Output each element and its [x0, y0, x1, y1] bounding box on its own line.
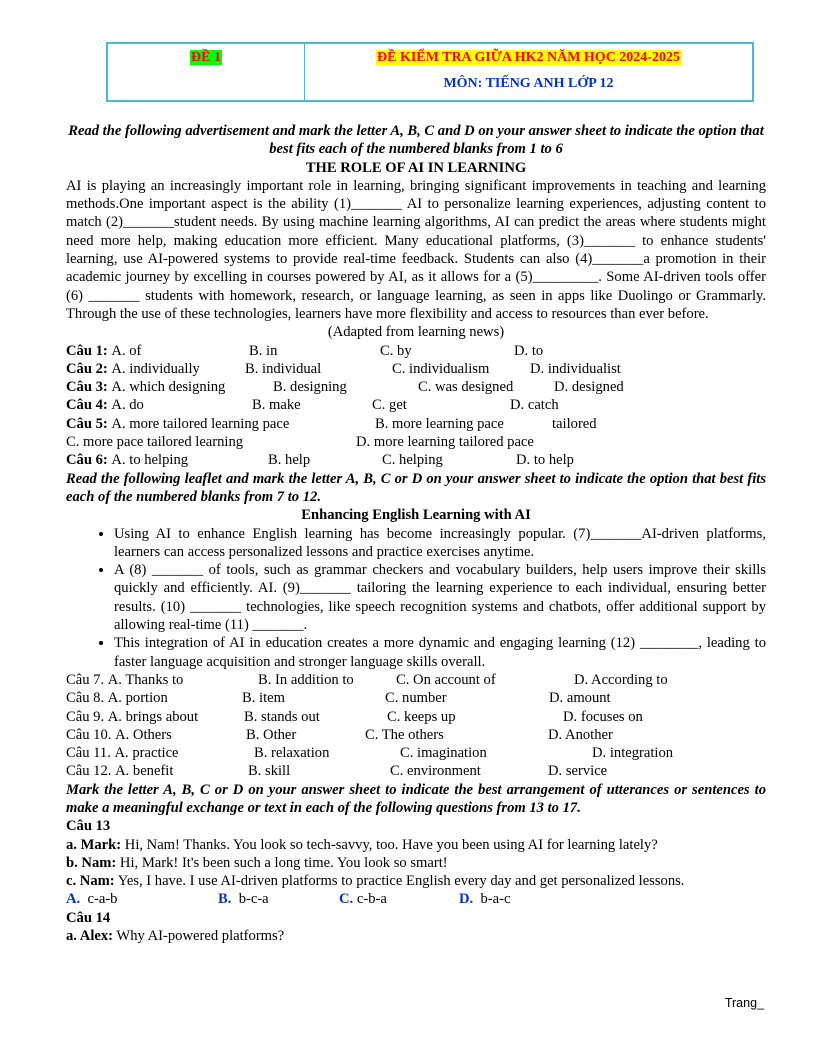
option-c: C. more pace tailored learning	[66, 434, 244, 451]
option-text: b-a-c	[480, 891, 511, 908]
question-label: Câu 10.	[66, 726, 112, 743]
option-b: B. make	[252, 397, 301, 414]
speaker: a. Alex:	[66, 928, 114, 945]
dialogue-line	[66, 927, 766, 945]
option-c: C. number	[385, 690, 447, 707]
section1-instruction: Read the following advertisement and mark the letter A, B, C and D on your answer sheet to indicate the option that best fits each of the numbered blanks from 1 to 6	[68, 123, 764, 158]
question-row	[66, 378, 766, 396]
option-a: A. to helping	[111, 452, 189, 469]
option-b: B. designing	[273, 379, 347, 396]
question-label: Câu 5:	[66, 415, 108, 432]
option-text: b-c-a	[238, 891, 269, 908]
option-b: B. skill	[248, 763, 291, 780]
exam-code-cell	[108, 44, 305, 100]
option-a: A. Thanks to	[107, 671, 184, 688]
dialogue-line	[66, 854, 766, 872]
option-c: C. by	[380, 342, 412, 359]
option-c: C. On account of	[396, 671, 496, 688]
exam-content	[66, 122, 766, 945]
section2-instruction: Read the following leaflet and mark the letter A, B, C or D on your answer sheet to indicate the option that best fits each of the numbered blanks from 7 to 12.	[66, 470, 766, 505]
exam-subject: MÔN: TIẾNG ANH LỚP 12	[443, 76, 614, 91]
question-label: Câu 3:	[66, 379, 108, 396]
section2-title: Enhancing English Learning with AI	[301, 507, 531, 524]
speaker: a. Mark:	[66, 836, 122, 853]
utterance: Hi, Mark! It's been such a long time. You look so smart!	[116, 854, 448, 871]
option-b: B. in	[249, 342, 278, 359]
section1-title: THE ROLE OF AI IN LEARNING	[305, 159, 527, 176]
option-a: A. practice	[114, 745, 179, 762]
dialogue-line	[66, 872, 766, 890]
question-label: Câu 8.	[66, 690, 105, 707]
option-b: B. individual	[245, 360, 322, 377]
option-c: C. was designed	[418, 379, 514, 396]
option-b: B. item	[242, 690, 285, 707]
option-d: D. designed	[554, 379, 624, 396]
utterance: Yes, I have. I use AI-driven platforms to practice English every day and get personalized lessons.	[114, 873, 685, 890]
option-a: A. individually	[111, 360, 200, 377]
question-label: Câu 4:	[66, 397, 108, 414]
option-c: C. keeps up	[387, 708, 456, 725]
option-d: D. integration	[592, 745, 674, 762]
question-row	[66, 726, 766, 744]
option-a: A. brings about	[107, 708, 199, 725]
option-c: C. individualism	[392, 360, 490, 377]
option-b-continued: tailored	[552, 415, 597, 432]
option-c: C. environment	[390, 763, 481, 780]
option-d: D. to	[514, 342, 544, 359]
option-b: B. stands out	[244, 708, 320, 725]
option-b: B. relaxation	[254, 745, 330, 762]
question-row	[66, 451, 766, 469]
question-label: Câu 2:	[66, 360, 108, 377]
utterance: Hi, Nam! Thanks. You look so tech-savvy, too. Have you been using AI for learning lately?	[121, 836, 658, 853]
question-row	[66, 396, 766, 414]
leaflet-bullets	[66, 525, 766, 671]
question-label: Câu 13	[66, 818, 111, 835]
exam-title-cell	[305, 44, 752, 100]
question-row	[66, 342, 766, 360]
bullet-item: • Using AI to enhance English learning has become increasingly popular. (7)_______AI-driven platforms, learners can access personalized lessons and practice exercises anytime.	[114, 525, 766, 562]
option-d: D. According to	[574, 671, 668, 688]
exam-code: ĐỀ 1	[191, 50, 221, 65]
question-label: Câu 6:	[66, 452, 108, 469]
option-d: D. focuses on	[563, 708, 643, 725]
dialogue-line	[66, 836, 766, 854]
page-number-label: Trang_	[724, 996, 764, 1010]
section1-passage: AI is playing an increasingly important role in learning, bringing significant improvements in teaching and learning methods.One important aspect is the ability (1)_______ AI to personalize learning experiences, adjusting content to match (2)_______student needs. By using machine learning algorithms, AI can predict the areas where students might need more help, making education more efficient. Many educational platforms, (3)_______ to enhance students' learning, use AI-powered systems to provide real-time feedback. Students can also (4)_______a promotion in their academic journey by excelling in courses powered by AI, as it allows for a (5)_________. Some AI-driven tools offer (6) _______ students with homework, research, or language learning, as seen in apps like Duolingo or Grammarly. Through the use of these technologies, learners have more flexibility and access to resources than ever before.	[66, 177, 766, 322]
option-a: A. more tailored learning pace	[111, 415, 290, 432]
option-a: A. do	[111, 397, 144, 414]
question-label: Câu 1:	[66, 342, 108, 359]
exam-title: ĐỀ KIỂM TRA GIỮA HK2 NĂM HỌC 2024-2025	[377, 50, 680, 65]
option-text: c-b-a	[356, 891, 387, 908]
option-a: A. which designing	[111, 379, 226, 396]
question-row	[66, 433, 766, 451]
utterance: Why AI-powered platforms?	[113, 928, 285, 945]
option-c: C. imagination	[400, 745, 487, 762]
question-row	[66, 360, 766, 378]
option-b: B. Other	[246, 726, 297, 743]
option-a: A. Others	[115, 726, 172, 743]
question-row	[66, 689, 766, 707]
option-d: D. individualist	[530, 360, 621, 377]
option-c: C. helping	[382, 452, 443, 469]
option-b: B. In addition to	[258, 671, 354, 688]
option-d: D. service	[548, 763, 608, 780]
question-label: Câu 9.	[66, 708, 105, 725]
question-label: Câu 14	[66, 909, 111, 926]
option-a: A. benefit	[115, 763, 174, 780]
option-b: B. help	[268, 452, 311, 469]
question-label: Câu 12.	[66, 763, 112, 780]
question-label: Câu 7.	[66, 671, 105, 688]
option-d: D. amount	[549, 690, 611, 707]
option-a: A. of	[111, 342, 142, 359]
option-letter: D.	[459, 891, 474, 908]
question-label: Câu 11.	[66, 745, 111, 762]
option-letter: A.	[66, 891, 81, 908]
option-c: C. get	[372, 397, 407, 414]
question-row	[66, 890, 766, 908]
bullet-item: • This integration of AI in education creates a more dynamic and engaging learning (12) ________, leading to faster language acquisition and stronger language skills overall.	[114, 634, 766, 671]
option-text: c-a-b	[87, 891, 118, 908]
speaker: b. Nam:	[66, 854, 117, 871]
section1-source: (Adapted from learning news)	[327, 324, 505, 341]
question-row	[66, 415, 766, 433]
section3-instruction: Mark the letter A, B, C or D on your answer sheet to indicate the best arrangement of utterances or sentences to make a meaningful exchange or text in each of the following questions from 13 to 17.	[66, 781, 766, 816]
exam-header-table	[106, 42, 754, 102]
bullet-item: • A (8) _______ of tools, such as grammar checkers and vocabulary builders, help users improve their skills quickly and efficiently. AI. (9)_______ tailoring the learning experience to each individual, ensuring better results. (10) _______ technologies, like speech recognition systems and chatbots, offer additional support by allowing real-time (11) _______.	[114, 561, 766, 634]
option-c: C. The others	[365, 726, 444, 743]
question-row	[66, 762, 766, 780]
speaker: c. Nam:	[66, 873, 115, 890]
question-row	[66, 744, 766, 762]
option-b: B. more learning pace	[375, 415, 504, 432]
option-a: A. portion	[107, 690, 168, 707]
option-d: D. to help	[516, 452, 574, 469]
option-d: D. more learning tailored pace	[356, 434, 534, 451]
option-letter: C.	[339, 891, 354, 908]
option-d: D. catch	[510, 397, 559, 414]
question-row	[66, 671, 766, 689]
question-row	[66, 708, 766, 726]
option-letter: B.	[218, 891, 232, 908]
option-d: D. Another	[548, 726, 613, 743]
